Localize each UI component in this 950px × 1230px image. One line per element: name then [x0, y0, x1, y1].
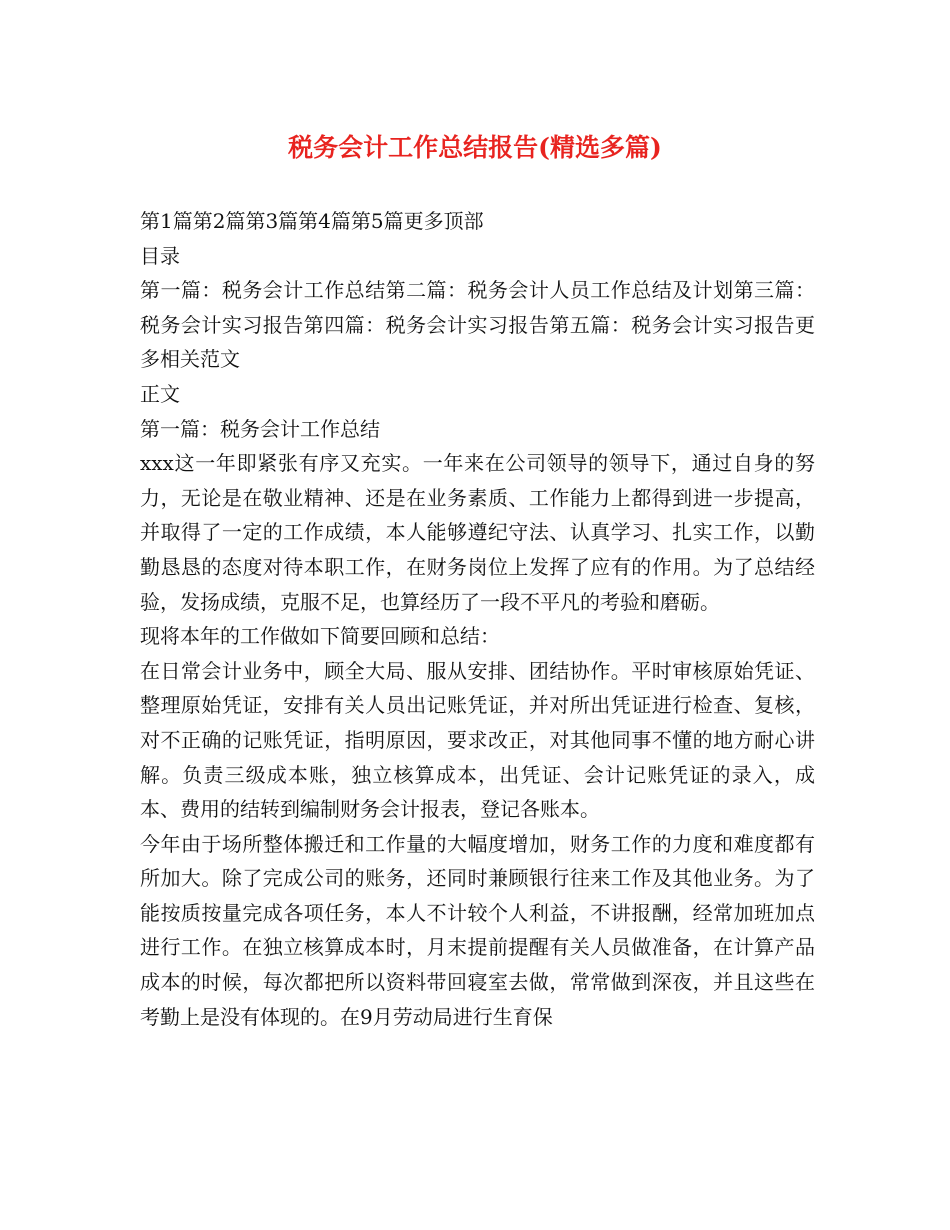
body-paragraph: xxx这一年即紧张有序又充实。一年来在公司领导的领导下，通过自身的努力，无论是在敬业精神、还是在业务素质、工作能力上都得到进一步提高，并取得了一定的工作成绩，本人能够遵纪守法、认真学习、扎实工作，以勤勤恳恳的态度对待本职工作，在财务岗位上发挥了应有的作用。为了总结经验，发扬成绩，克服不足，也算经历了一段不平凡的考验和磨砺。	[140, 451, 815, 614]
contents-heading: 目录	[140, 243, 180, 268]
contents-list: 第一篇：税务会计工作总结第二篇：税务会计人员工作总结及计划第三篇：税务会计实习报告第四篇：税务会计实习报告第五篇：税务会计实习报告更多相关范文	[140, 278, 815, 372]
toc-nav-line: 第1篇第2篇第3篇第4篇第5篇更多顶部	[140, 209, 484, 233]
body-heading: 正文	[140, 381, 180, 406]
body-paragraph: 在日常会计业务中，顾全大局、服从安排、团结协作。平时审核原始凭证、整理原始凭证，安排有关人员出记账凭证，并对所出凭证进行检查、复核，对不正确的记账凭证，指明原因，要求改正，对其他同事不懂的地方耐心讲解。负责三级成本账，独立核算成本，出凭证、会计记账凭证的录入，成本、费用的结转到编制财务会计报表，登记各账本。	[140, 658, 815, 822]
body-paragraph: 今年由于场所整体搬迁和工作量的大幅度增加，财务工作的力度和难度都有所加大。除了完成公司的账务，还同时兼顾银行往来工作及其他业务。为了能按质按量完成各项任务，本人不计较个人利益，不讲报酬，经常加班加点进行工作。在独立核算成本时，月末提前提醒有关人员做准备，在计算产品成本的时候，每次都把所以资料带回寝室去做，常常做到深夜，并且这些在考勤上是没有体现的。在9月劳动局进行生育保	[140, 831, 815, 1029]
document-title: 税务会计工作总结报告(精选多篇)	[288, 133, 662, 162]
section-heading: 第一篇：税务会计工作总结	[140, 416, 380, 441]
body-paragraph: 现将本年的工作做如下简要回顾和总结：	[140, 624, 500, 649]
document-body	[140, 204, 815, 1034]
